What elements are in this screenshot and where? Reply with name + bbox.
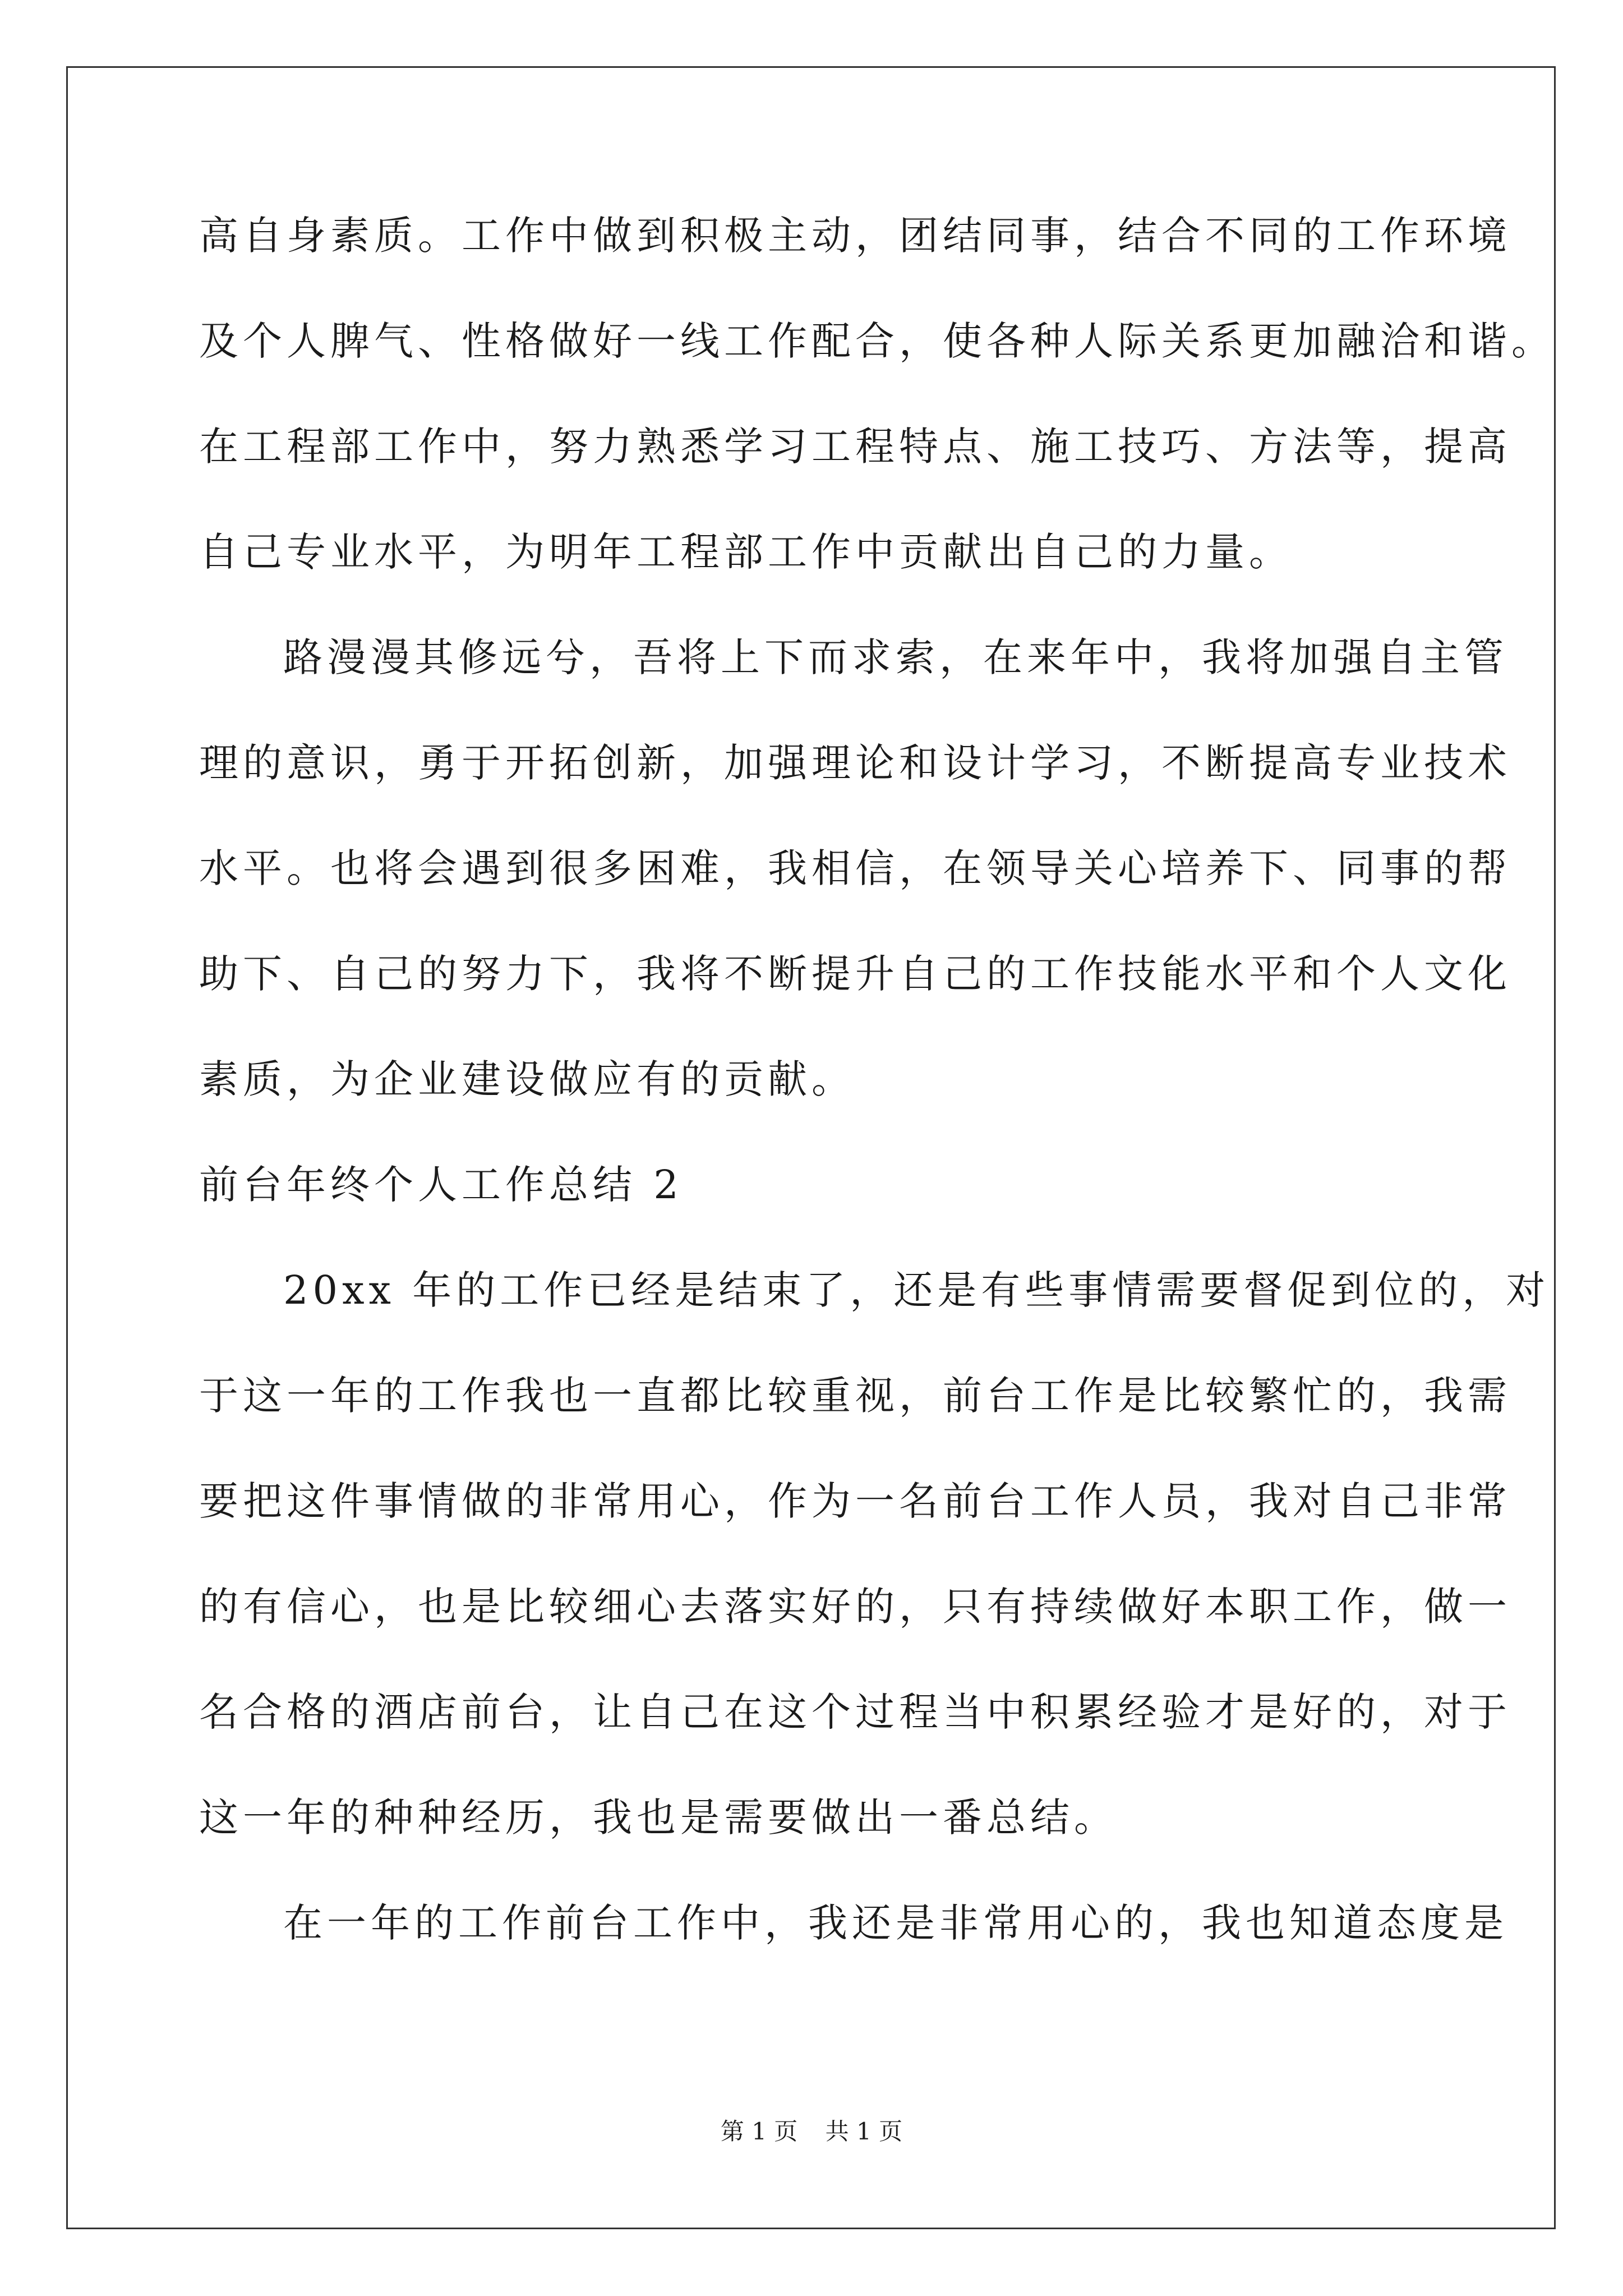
text-line: 在工程部工作中，努力熟悉学习工程特点、施工技巧、方法等，提高 (199, 424, 1511, 470)
text-line: 于这一年的工作我也一直都比较重视，前台工作是比较繁忙的，我需 (199, 1373, 1511, 1419)
document-body (199, 213, 1555, 2009)
text-line: 名合格的酒店前台，让自己在这个过程当中积累经验才是好的，对于 (199, 1689, 1511, 1735)
text-line: 要把这件事情做的非常用心，作为一名前台工作人员，我对自己非常 (199, 1478, 1511, 1524)
section-heading: 前台年终个人工作总结 2 (199, 1162, 683, 1208)
total-pages: 共 1 页 (825, 2118, 903, 2145)
page-footer (0, 2118, 1623, 2146)
text-line: 助下、自己的努力下，我将不断提升自己的工作技能水平和个人文化 (199, 951, 1511, 997)
text-line: 素质，为企业建设做应有的贡献。 (199, 1056, 855, 1102)
text-line: 及个人脾气、性格做好一线工作配合，使各种人际关系更加融洽和谐。 (199, 318, 1555, 364)
text-line: 水平。也将会遇到很多困难，我相信，在领导关心培养下、同事的帮 (199, 845, 1511, 891)
text-line: 自己专业水平，为明年工程部工作中贡献出自己的力量。 (199, 529, 1293, 575)
paragraph-first-line: 20xx 年的工作已经是结束了，还是有些事情需要督促到位的，对 (283, 1267, 1550, 1313)
text-line: 的有信心，也是比较细心去落实好的，只有持续做好本职工作，做一 (199, 1584, 1511, 1630)
paragraph-first-line: 路漫漫其修远兮，吾将上下而求索，在来年中，我将加强自主管 (283, 634, 1508, 680)
page-number: 第 1 页 (720, 2118, 798, 2145)
text-line: 高自身素质。工作中做到积极主动，团结同事，结合不同的工作环境 (199, 213, 1511, 259)
text-line: 理的意识，勇于开拓创新，加强理论和设计学习，不断提高专业技术 (199, 740, 1511, 786)
text-line: 这一年的种种经历，我也是需要做出一番总结。 (199, 1795, 1118, 1841)
paragraph-first-line: 在一年的工作前台工作中，我还是非常用心的，我也知道态度是 (283, 1900, 1508, 1946)
